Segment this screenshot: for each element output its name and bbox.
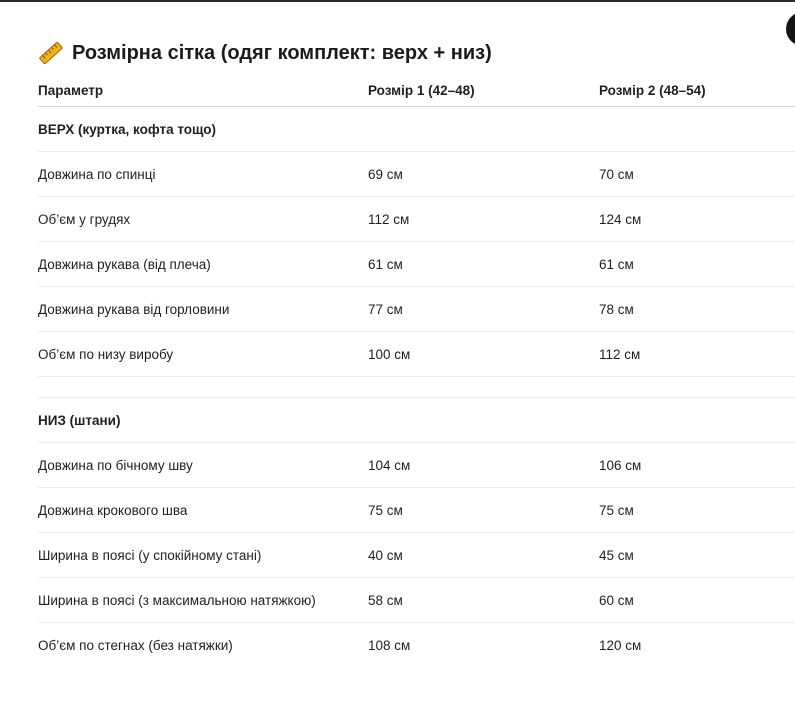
size-table [38, 74, 795, 667]
size-chart-panel [38, 38, 795, 667]
size2-cell: 78 см [599, 287, 795, 332]
table-row [38, 287, 795, 332]
size2-cell: 112 см [599, 332, 795, 377]
size1-cell: 69 см [368, 152, 599, 197]
section-row-top [38, 107, 795, 152]
table-row [38, 443, 795, 488]
size2-cell: 60 см [599, 578, 795, 623]
param-cell: Об’єм по низу виробу [38, 332, 368, 377]
param-cell: Об’єм у грудях [38, 197, 368, 242]
param-cell: Об’єм по стегнах (без натяжки) [38, 637, 233, 653]
spacer-row [38, 377, 795, 398]
section-title-bottom: НИЗ (штани) [38, 398, 795, 443]
param-cell: Ширина в поясі (у спокійному стані) [38, 533, 368, 578]
size1-cell: 108 см [368, 637, 411, 653]
header-size-2: Розмір 2 (48–54) [599, 74, 795, 107]
param-cell: Довжина рукава від горловини [38, 287, 368, 332]
table-row [38, 488, 795, 533]
table-row [38, 152, 795, 197]
size1-cell: 58 см [368, 578, 599, 623]
param-cell: Ширина в поясі (з максимальною натяжкою) [38, 578, 368, 623]
size2-cell: 120 см [599, 637, 642, 653]
size2-cell: 70 см [599, 152, 795, 197]
param-cell: Довжина по бічному шву [38, 443, 368, 488]
size2-cell: 61 см [599, 242, 795, 287]
table-row [38, 623, 795, 668]
table-row [38, 242, 795, 287]
section-row-bottom [38, 398, 795, 443]
param-cell: Довжина по спинці [38, 152, 368, 197]
header-parameter: Параметр [38, 74, 368, 107]
size1-cell: 75 см [368, 488, 599, 533]
size1-cell: 40 см [368, 533, 599, 578]
table-row [38, 332, 795, 377]
size1-cell: 104 см [368, 443, 599, 488]
header-size-1: Розмір 1 (42–48) [368, 74, 599, 107]
param-cell: Довжина рукава (від плеча) [38, 242, 368, 287]
ruler-icon [38, 41, 64, 65]
param-cell: Довжина крокового шва [38, 488, 368, 533]
page-title [38, 38, 795, 68]
header-row [38, 74, 795, 107]
section-title-top: ВЕРХ (куртка, кофта тощо) [38, 107, 795, 152]
size1-cell: 77 см [368, 287, 599, 332]
size2-cell: 106 см [599, 443, 795, 488]
table-row [38, 197, 795, 242]
top-border [0, 0, 795, 2]
size2-cell: 124 см [599, 197, 795, 242]
table-row [38, 533, 795, 578]
size1-cell: 100 см [368, 332, 599, 377]
size1-cell: 112 см [368, 197, 599, 242]
title-text: Розмірна сітка (одяг комплект: верх + низ) [72, 41, 492, 64]
table-row [38, 578, 795, 623]
size1-cell: 61 см [368, 242, 599, 287]
size2-cell: 75 см [599, 488, 795, 533]
spacer-cell [38, 377, 795, 398]
size2-cell: 45 см [599, 533, 795, 578]
